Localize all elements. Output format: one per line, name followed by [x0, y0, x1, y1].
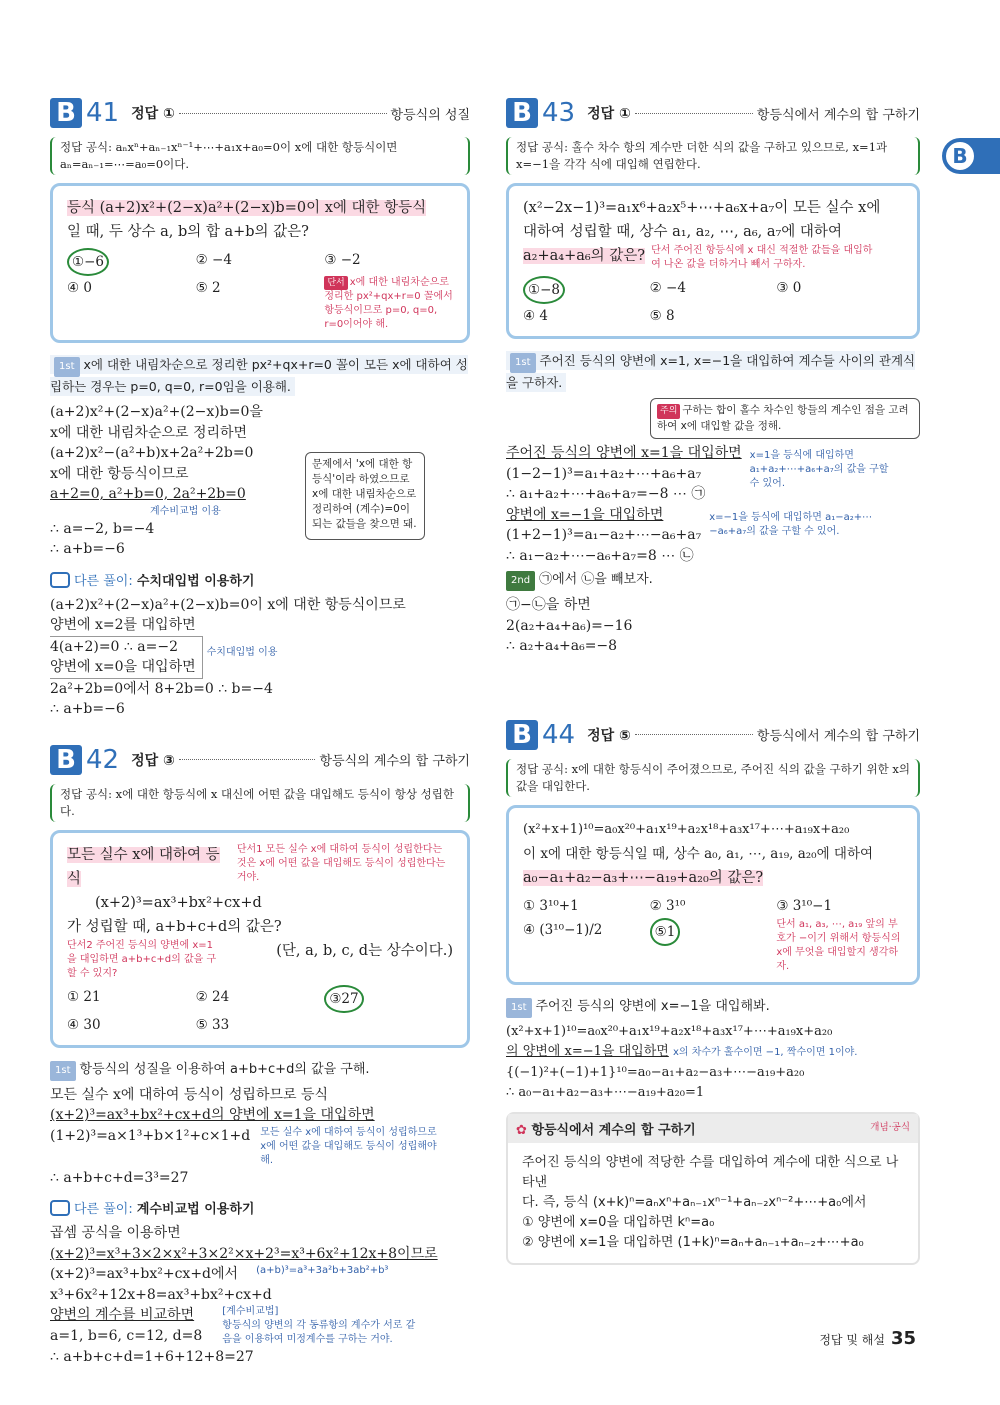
- step-1: [506, 351, 920, 394]
- choice-1[interactable]: [67, 248, 196, 276]
- correct-choice-mark: ①−8: [523, 276, 565, 304]
- caution-tag: 주의: [657, 404, 680, 419]
- flower-icon: ✿: [516, 1122, 527, 1138]
- question-line: (x²−2x−1)³=a₁x⁶+a₂x⁵+⋯+a₆x+a₇이 모든 실수 x에: [523, 200, 881, 216]
- concept-title: [516, 1119, 696, 1138]
- note: 모든 실수 x에 대하여 등식이 성립하므로 x에 어떤 값을 대입해도 등식이 성립해야 해.: [260, 1126, 437, 1166]
- concept-header: [508, 1114, 918, 1143]
- solution-line: (1+2−1)³=a₁−a₂+⋯−a₆+a₇: [506, 527, 702, 543]
- left-column: [50, 95, 470, 1368]
- solution-col: [506, 505, 701, 567]
- step-tag: 1st: [50, 1061, 76, 1081]
- tip-callout: 문제에서 'x에 대한 항등식'이라 하였으므로 x에 대한 내림차순으로 정리하여 (계수)=0이 되는 값들을 찾으면 돼.: [305, 452, 425, 540]
- problem-header: [506, 717, 920, 753]
- solution-line: 2(a₂+a₄+a₆)=−16: [506, 617, 633, 634]
- solution-row: [50, 1305, 470, 1347]
- question-line: (x+2)³=ax³+bx²+cx+d: [95, 894, 262, 911]
- choice-3[interactable]: ③ 0: [776, 280, 802, 296]
- solution-line: 양변에 x=0을 대입하면: [50, 659, 196, 675]
- problem-42: [50, 742, 470, 1368]
- choices: [523, 276, 903, 328]
- hint-tag: 단서: [324, 276, 347, 290]
- correct-choice-mark: ③27: [324, 985, 363, 1013]
- question-condition: (단, a, b, c, d는 상수이다.): [276, 942, 453, 959]
- grade-badge: B: [50, 745, 82, 775]
- answer-label: 정답 ①: [587, 106, 631, 122]
- solution-line: ∴ a+b+c+d=3³=27: [50, 1169, 189, 1186]
- question-line: [67, 196, 453, 220]
- solution-line: x³+6x²+12x+8=ax³+bx²+cx+d: [50, 1286, 272, 1303]
- choice-4[interactable]: ④ 4: [523, 308, 548, 324]
- note: 수치대입법 이용: [206, 646, 278, 658]
- question-highlight: a₀−a₁+a₂−a₃+⋯−a₁₉+a₂₀의 값은?: [523, 869, 764, 886]
- solution-col: [506, 443, 742, 505]
- solution-line: 양변에 x=−1을 대입하면: [506, 506, 664, 523]
- alt-label: 다른 풀이:: [74, 1202, 133, 1217]
- choice-4[interactable]: ④ (3¹⁰−1)/2: [523, 921, 603, 938]
- concept-box: [506, 1112, 920, 1265]
- caution-row: [506, 398, 920, 439]
- concept-title-text: 항등식에서 계수의 합 구하기: [531, 1122, 696, 1138]
- alt-solution: [50, 1223, 470, 1368]
- question-line: 일 때, 두 상수 a, b의 합 a+b의 값은?: [67, 224, 309, 240]
- step-text: x에 대한 내림차순으로 정리한 px²+qx+r=0 꼴이 모든 x에 대하여 성립하는 경우는 p=0, q=0, r=0임을 이용해.: [50, 357, 468, 394]
- step-1: [50, 355, 470, 398]
- step-text: 항등식의 성질을 이용하여 a+b+c+d의 값을 구해.: [79, 1061, 370, 1077]
- solution-line: (1−2−1)³=a₁+a₂+⋯+a₆+a₇: [506, 465, 702, 482]
- step-tag: 2nd: [506, 571, 535, 591]
- solution-line: ∴ a+b=−6: [50, 541, 125, 557]
- problem-header: [50, 742, 470, 778]
- solution-line: 의 양변에 x=−1을 대입하면: [506, 1044, 669, 1059]
- choice-5[interactable]: ⑤ 8: [649, 308, 675, 324]
- leader-dots: [179, 759, 316, 760]
- alt-solution: [50, 595, 470, 720]
- solution: [50, 1085, 470, 1189]
- hint-text: x에 대한 내림차순으로 정리한 px²+qx+r=0 꼴에서 항등식이므로 p=0, q=0, r=0이어야 해.: [324, 277, 453, 330]
- choice-1[interactable]: ① 21: [67, 988, 101, 1005]
- solution-line: 주어진 등식의 양변에 x=1을 대입하면: [506, 445, 742, 461]
- concept-line: 주어진 등식의 양변에 적당한 수를 대입하여 계수에 대한 식으로 나타낸: [522, 1154, 899, 1190]
- solution: [50, 402, 295, 560]
- hint: 단서 a₁, a₃, ⋯, a₁₉ 앞의 부호가 −이기 위해서 항등식의 x에 무엇을 대입할지 생각하자.: [776, 918, 901, 972]
- concept-line: ① 양변에 x=0을 대입하면 kⁿ=a₀: [522, 1214, 715, 1230]
- solution-line: 모든 실수 x에 대하여 등식이 성립하므로 등식: [50, 1086, 329, 1103]
- problem-44: [506, 717, 920, 1265]
- puzzle-icon: [50, 572, 70, 588]
- solution-line: (x²+x+1)¹⁰=a₀x²⁰+a₁x¹⁹+a₂x¹⁸+a₃x¹⁷+⋯+a₁₉x+a₂₀: [506, 1023, 833, 1039]
- question-row: [523, 244, 903, 272]
- correct-choice-mark: ⑤1: [650, 918, 681, 946]
- solution-line: ∴ a=−2, b=−4: [50, 520, 155, 537]
- chapter-tab: [942, 138, 1000, 174]
- hint: 단서 주어진 항등식에 x 대신 적절한 값들을 대입하여 나온 값을 더하거나 빼서 구하자.: [651, 245, 873, 270]
- note: x의 차수가 홀수이면 −1, 짝수이면 1이야.: [672, 1047, 858, 1058]
- problem-number: 41: [86, 98, 120, 128]
- choice-3[interactable]: ③ 3¹⁰−1: [776, 897, 833, 914]
- solution-line: (a+2)x²+(2−x)a²+(2−x)b=0을: [50, 404, 263, 420]
- step-tag: 1st: [506, 998, 532, 1018]
- choice-5[interactable]: ⑤ 33: [195, 1016, 230, 1033]
- page-footer: [819, 1328, 916, 1349]
- step-bar: [506, 351, 915, 392]
- question-box: [506, 805, 920, 985]
- choice-2[interactable]: ② −4: [649, 280, 686, 296]
- note: (a+b)³=a³+3a²b+3ab²+b³: [256, 1265, 389, 1276]
- caution-callout: [650, 398, 920, 439]
- choice-3[interactable]: ③ −2: [324, 252, 361, 268]
- solution-line: (1+2)³=a×1³+b×1²+c×1+d: [50, 1127, 251, 1144]
- choice-5[interactable]: [650, 918, 777, 974]
- problem-43: [506, 95, 920, 657]
- formula-text: 정답 공식: x에 대한 항등식이 주어졌으므로, 주어진 식의 값을 구하기 위한 x의 값을 대입한다.: [516, 761, 910, 793]
- footer-label: 정답 및 해설: [819, 1333, 885, 1347]
- solution-line: ∴ a₀−a₁+a₂−a₃+⋯−a₁₉+a₂₀=1: [506, 1085, 705, 1100]
- step-text: 주어진 등식의 양변에 x=1, x=−1을 대입하여 계수들 사이의 관계식을 구하자.: [506, 353, 916, 390]
- problem-41: [50, 95, 470, 720]
- solution: [506, 443, 920, 566]
- solution-line: 양변에 x=2를 대입하면: [50, 617, 196, 633]
- page-number: 35: [890, 1328, 916, 1349]
- alt-label: 다른 풀이:: [74, 573, 133, 589]
- note: x=−1을 등식에 대입하면 a₁−a₂+⋯−a₆+a₇의 값을 구할 수 있어.: [709, 511, 873, 537]
- choice-5[interactable]: [196, 276, 325, 332]
- problem-number: 43: [542, 98, 576, 128]
- solution-line: (x+2)³=ax³+bx²+cx+d에서: [50, 1266, 239, 1282]
- question-line: (x²+x+1)¹⁰=a₀x²⁰+a₁x¹⁹+a₂x¹⁸+a₃x¹⁷+⋯+a₁₉x+a₂₀: [523, 821, 850, 837]
- concept-line: 다. 즉, 등식 (x+k)ⁿ=aₙxⁿ+aₙ₋₁xⁿ⁻¹+aₙ₋₂xⁿ⁻²+⋯+a₀에서: [522, 1194, 867, 1210]
- concept-line: ② 양변에 x=1을 대입하면 (1+k)ⁿ=aₙ+aₙ₋₁+aₙ₋₂+⋯+a₀: [522, 1234, 864, 1250]
- problem-number: 44: [542, 719, 576, 750]
- formula-text: 정답 공식: 홀수 차수 항의 계수만 더한 식의 값을 구하고 있으므로, x=1과 x=−1을 각각 식에 대입해 연립한다.: [516, 140, 888, 171]
- choice-5-text: ⑤ 2: [195, 280, 221, 296]
- answer-label: 정답 ③: [131, 752, 175, 769]
- choice-4[interactable]: ④ 0: [67, 280, 92, 296]
- question-highlight: a₂+a₄+a₆의 값은?: [523, 248, 646, 264]
- solution-line: {(−1)²+(−1)+1}¹⁰=a₀−a₁+a₂−a₃+⋯−a₁₉+a₂₀: [506, 1064, 805, 1080]
- choices: [67, 985, 453, 1037]
- alt-solution-header: [50, 1198, 470, 1217]
- right-column: [506, 95, 920, 1265]
- choice-1[interactable]: ① 3¹⁰+1: [523, 897, 579, 914]
- problem-header: [50, 95, 470, 131]
- note-title: [계수비교법]: [222, 1306, 279, 1317]
- question-line: 대하여 성립할 때, 상수 a₁, a₂, ⋯, a₆, a₇에 대하여: [523, 224, 842, 240]
- topic-label: 항등식의 성질: [390, 107, 470, 123]
- question-highlight: 모든 실수 x에 대하여 등식: [67, 846, 220, 887]
- question-text: 가 성립할 때, a+b+c+d의 값은?: [67, 918, 282, 935]
- question-line: [67, 843, 231, 891]
- solution-row: [50, 1264, 470, 1285]
- solution-row: [50, 402, 470, 560]
- choice-2[interactable]: ② 24: [195, 988, 230, 1005]
- step-1: [506, 997, 920, 1018]
- topic-label: 항등식에서 계수의 합 구하기: [756, 729, 920, 744]
- question-line: [67, 915, 453, 939]
- solution-line: ∴ a₁−a₂+⋯−a₆+a₇=8 ⋯ ㉡: [506, 547, 694, 564]
- step-tag: 1st: [54, 357, 80, 377]
- step-text: 주어진 등식의 양변에 x=−1을 대입해봐.: [535, 998, 770, 1014]
- answer-label: 정답 ①: [131, 106, 175, 122]
- answer-label: 정답 ⑤: [587, 727, 631, 744]
- solution-line: 양변의 계수를 비교하면: [50, 1307, 195, 1323]
- question-row: [67, 843, 453, 891]
- solution-line: ㉠−㉡을 하면: [506, 597, 591, 613]
- question-row: [67, 939, 453, 981]
- choice-2[interactable]: ② −4: [195, 252, 232, 268]
- solution-line: 2a²+2b=0에서 8+2b=0 ∴ b=−4: [50, 680, 273, 697]
- solution-line: (x+2)³=x³+3×2×x²+3×2²×x+2³=x³+6x²+12x+8이므로: [50, 1245, 438, 1262]
- hint: 단서1 모든 실수 x에 대하여 등식이 성립한다는 것은 x에 어떤 값을 대입해도 등식이 성립한다는 거야.: [236, 843, 446, 883]
- solution-line: ∴ a₁+a₂+⋯+a₆+a₇=−8 ⋯ ㉠: [506, 486, 706, 502]
- solution-line: ∴ a₂+a₄+a₆=−8: [506, 638, 618, 654]
- alt-solution-header: [50, 570, 470, 589]
- choice-2[interactable]: ② 3¹⁰: [649, 897, 686, 914]
- choice-3[interactable]: [324, 985, 453, 1013]
- concept-body: [508, 1143, 918, 1263]
- step-text: ㉠에서 ㉡을 빼보자.: [539, 572, 653, 587]
- solution-row: [506, 1042, 920, 1063]
- problem-header: [506, 95, 920, 131]
- solution-line: a=1, b=6, c=12, d=8: [50, 1327, 203, 1344]
- concept-tag: 개념·공식: [870, 1121, 910, 1133]
- answer-formula: [506, 137, 920, 175]
- solution-line: x에 대한 내림차순으로 정리하면: [50, 424, 248, 441]
- topic-label: 항등식의 계수의 합 구하기: [319, 754, 470, 769]
- solution-line: ∴ a+b=−6: [50, 701, 125, 717]
- leader-dots: [179, 113, 387, 114]
- leader-dots: [635, 734, 753, 735]
- puzzle-icon: [50, 1200, 70, 1216]
- correct-choice-mark: ①−6: [67, 248, 109, 276]
- grade-badge: B: [506, 98, 538, 128]
- question-box: [506, 183, 920, 339]
- chapter-tab-letter: B: [944, 140, 976, 172]
- alt-title: 수치대입법 이용하기: [136, 573, 255, 589]
- leader-dots: [635, 113, 753, 114]
- step-bar: [50, 355, 468, 396]
- note-text: 항등식의 양변의 각 동류항의 계수가 서로 같음을 이용하여 미정계수를 구하는 거야.: [222, 1320, 416, 1345]
- choice-1[interactable]: [523, 276, 650, 304]
- solution-line: (a+2)x²+(2−x)a²+(2−x)b=0이 x에 대한 항등식이므로: [50, 596, 406, 613]
- solution-col: [50, 1305, 202, 1347]
- solution-line: (a+2)x²−(a²+b)x+2a²+2b=0: [50, 445, 254, 461]
- question-box: [50, 183, 470, 343]
- formula-text: 정답 공식: aₙxⁿ+aₙ₋₁xⁿ⁻¹+⋯+a₁x+a₀=0이 x에 대한 항등식이면 aₙ=aₙ₋₁=⋯=a₀=0이다.: [60, 140, 398, 171]
- step-tag: 1st: [510, 353, 536, 373]
- solution-row: [50, 1126, 470, 1168]
- alt-row: [50, 636, 470, 679]
- formula-text: 정답 공식: x에 대한 항등식에 x 대신에 어떤 값을 대입해도 등식이 항상 성립한다.: [60, 786, 454, 818]
- hint: 단서2 주어진 등식의 양변에 x=1을 대입하면 a+b+c+d의 값을 구할 수 있지?: [67, 939, 217, 979]
- solution-line: (x+2)³=ax³+bx²+cx+d의 양변에 x=1을 대입하면: [50, 1107, 375, 1123]
- grade-badge: B: [50, 98, 82, 128]
- question-line: 이 x에 대한 항등식일 때, 상수 a₀, a₁, ⋯, a₁₉, a₂₀에 대하여: [523, 845, 874, 862]
- solution-row: [506, 443, 920, 505]
- choice-4[interactable]: ④ 30: [67, 1016, 101, 1033]
- grade-badge: B: [506, 720, 538, 750]
- step-2: [506, 570, 920, 591]
- caution-text: 구하는 합이 홀수 차수인 항들의 계수인 점을 고려하여 x에 대입할 값을 정해.: [657, 404, 909, 432]
- note: [222, 1305, 422, 1347]
- answer-formula: [506, 759, 920, 797]
- answer-formula: [50, 137, 470, 175]
- solution-row: [506, 505, 920, 567]
- choices: [67, 248, 453, 332]
- question-line: [523, 244, 645, 272]
- solution: [506, 595, 920, 657]
- note: 계수비교법 이용: [150, 505, 221, 517]
- step-1: [50, 1060, 470, 1081]
- question-highlight: 등식 (a+2)x²+(2−x)a²+(2−x)b=0이 x에 대한 항등식: [67, 200, 427, 216]
- note: x=1을 등식에 대입하면 a₁+a₂+⋯+a₆+a₇의 값을 구할 수 있어.: [749, 450, 889, 489]
- alt-box: [50, 636, 203, 679]
- solution-line: x에 대한 항등식이므로: [50, 465, 189, 482]
- solution-line: 4(a+2)=0 ∴ a=−2: [50, 638, 178, 655]
- question-line: [523, 866, 903, 890]
- alt-title: 계수비교법 이용하기: [136, 1202, 255, 1217]
- solution-line: a+2=0, a²+b=0, 2a²+2b=0: [50, 486, 246, 502]
- problem-number: 42: [86, 744, 120, 775]
- question-box: [50, 830, 470, 1048]
- choices: [523, 894, 903, 974]
- answer-formula: [50, 784, 470, 822]
- topic-label: 항등식에서 계수의 합 구하기: [756, 107, 920, 123]
- hint: [324, 276, 453, 332]
- solution-line: 곱셈 공식을 이용하면: [50, 1225, 181, 1241]
- solution: [506, 1022, 920, 1104]
- solution-line: ∴ a+b+c+d=1+6+12+8=27: [50, 1349, 254, 1365]
